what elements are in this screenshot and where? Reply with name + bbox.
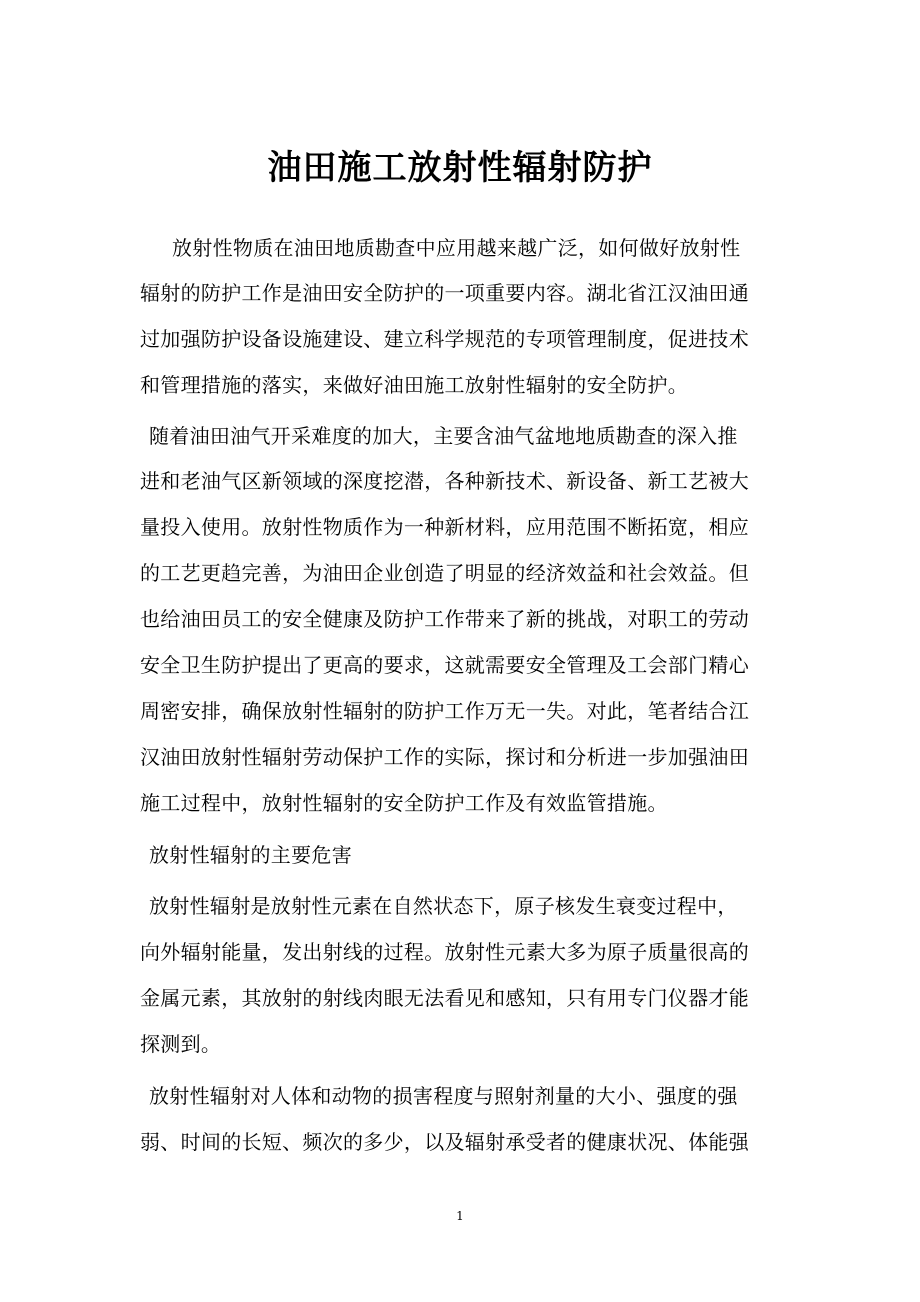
paragraph-line: 施工过程中，放射性辐射的安全防护工作及有效监管措施。 — [140, 791, 668, 815]
paragraph-line: 随着油田油气开采难度的加大，主要含油气盆地地质勘查的深入推 — [149, 424, 738, 448]
paragraph-line: 进和老油气区新领域的深度挖潜，各种新技术、新设备、新工艺被大 — [140, 469, 749, 493]
paragraph-line: 的工艺更趋完善，为油田企业创造了明显的经济效益和社会效益。但 — [140, 561, 749, 585]
paragraph-line: 周密安排，确保放射性辐射的防护工作万无一失。对此，笔者结合江 — [140, 699, 749, 723]
paragraph-line: 过加强防护设备设施建设、建立科学规范的专项管理制度，促进技术 — [140, 327, 749, 351]
paragraph-line: 放射性物质在油田地质勘查中应用越来越广泛，如何做好放射性 — [172, 236, 741, 260]
paragraph-line: 也给油田员工的安全健康及防护工作带来了新的挑战，对职工的劳动 — [140, 607, 749, 631]
paragraph-line: 弱、时间的长短、频次的多少，以及辐射承受者的健康状况、体能强 — [140, 1130, 749, 1154]
paragraph-line: 探测到。 — [140, 1032, 222, 1056]
paragraph-line: 放射性辐射是放射性元素在自然状态下，原子核发生衰变过程中， — [149, 894, 738, 918]
paragraph-line: 和管理措施的落实，来做好油田施工放射性辐射的安全防护。 — [140, 373, 689, 397]
page-number: 1 — [456, 1209, 464, 1223]
paragraph-line: 安全卫生防护提出了更高的要求，这就需要安全管理及工会部门精心 — [140, 653, 749, 677]
document-title: 油田施工放射性辐射防护 — [267, 148, 653, 188]
paragraph-line: 向外辐射能量，发出射线的过程。放射性元素大多为原子质量很高的 — [140, 940, 749, 964]
paragraph-line: 汉油田放射性辐射劳动保护工作的实际，探讨和分析进一步加强油田 — [140, 745, 749, 769]
section-heading: 放射性辐射的主要危害 — [149, 843, 352, 867]
paragraph-line: 金属元素，其放射的射线肉眼无法看见和感知，只有用专门仪器才能 — [140, 986, 749, 1010]
paragraph-line: 辐射的防护工作是油田安全防护的一项重要内容。湖北省江汉油田通 — [140, 281, 749, 305]
paragraph-line: 量投入使用。放射性物质作为一种新材料，应用范围不断拓宽，相应 — [140, 515, 749, 539]
paragraph-line: 放射性辐射对人体和动物的损害程度与照射剂量的大小、强度的强 — [149, 1084, 738, 1108]
